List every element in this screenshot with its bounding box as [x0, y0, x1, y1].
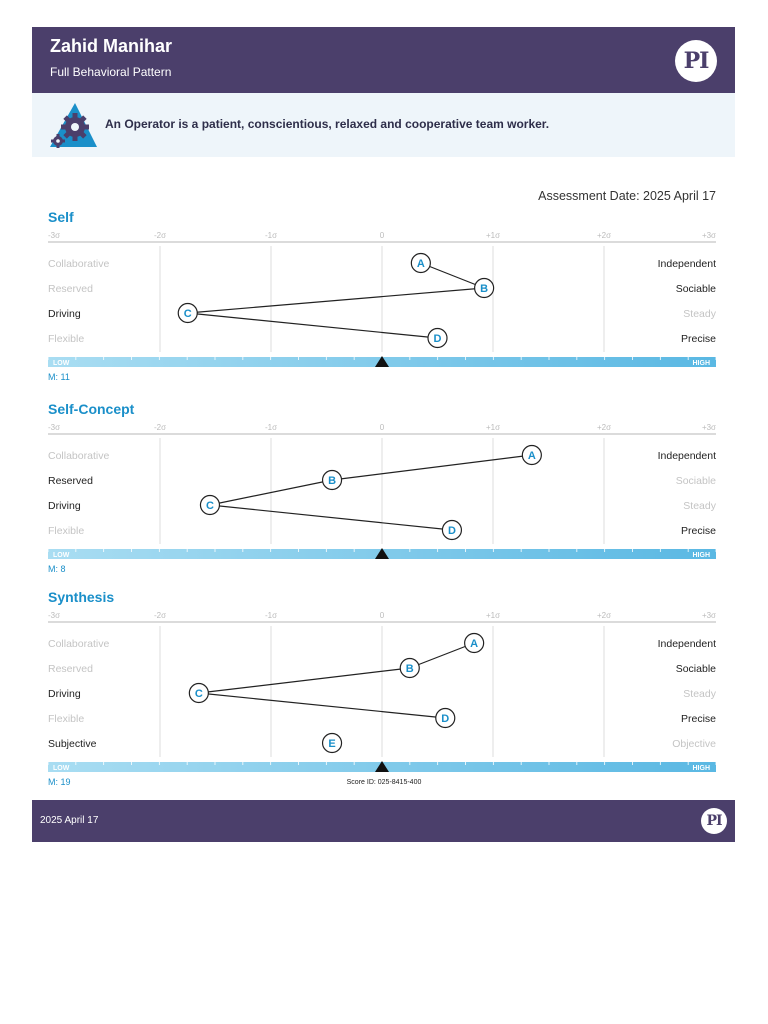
row-label-left: Driving [48, 308, 81, 320]
row-label-left: Flexible [48, 333, 85, 345]
m-score: M: 11 [48, 372, 70, 382]
row-label-right: Precise [680, 525, 716, 537]
factor-marker-d [436, 709, 455, 728]
row-label-right: Sociable [675, 663, 716, 675]
tick-label: -2σ [153, 231, 167, 240]
marker-letter: B [328, 475, 337, 487]
row-label-left: Flexible [48, 525, 85, 537]
scale-bar-low: LOW [53, 360, 70, 367]
tick-label: -1σ [264, 423, 278, 432]
row-label-right: Steady [683, 500, 716, 512]
factor-connector [332, 455, 532, 480]
marker-letter: A [470, 638, 479, 650]
marker-letter: E [328, 738, 336, 750]
tick-label: +2σ [596, 423, 612, 432]
tick-label: +1σ [485, 611, 501, 620]
row-label-right: Precise [680, 713, 716, 725]
tick-label: -1σ [264, 611, 278, 620]
factor-connector [199, 668, 410, 693]
tick-label: -2σ [153, 611, 167, 620]
row-label-left: Reserved [48, 663, 93, 675]
factor-marker-c [189, 684, 208, 703]
chart-title: Synthesis [48, 589, 115, 605]
tick-label: +2σ [596, 231, 612, 240]
row-label-right: Sociable [675, 283, 716, 295]
row-label-left: Flexible [48, 713, 85, 725]
row-label-right: Sociable [675, 475, 716, 487]
marker-letter: D [441, 713, 450, 725]
report-subtitle: Full Behavioral Pattern [50, 65, 172, 79]
footer-date: 2025 April 17 [40, 815, 99, 826]
row-label-right: Steady [683, 308, 716, 320]
tick-label: +3σ [701, 611, 716, 620]
factor-connector [188, 288, 484, 313]
row-label-right: Objective [672, 738, 716, 750]
pi-logo: PI [675, 40, 717, 82]
banner-text: An Operator is a patient, conscientious, relaxed and cooperative team worker. [105, 117, 550, 131]
row-label-left: Reserved [48, 283, 93, 295]
row-label-right: Precise [680, 333, 716, 345]
factor-marker-b [323, 471, 342, 490]
factor-connector [410, 643, 474, 668]
factor-connector [421, 263, 484, 288]
assessment-date: Assessment Date: 2025 April 17 [538, 189, 716, 203]
row-label-left: Reserved [48, 475, 93, 487]
tick-label: 0 [379, 611, 385, 620]
tick-label: 0 [379, 423, 385, 432]
footer-pi-logo: PI [701, 808, 727, 834]
row-label-left: Collaborative [48, 450, 110, 462]
tick-label: +3σ [701, 231, 716, 240]
row-label-left: Driving [48, 688, 81, 700]
marker-letter: A [527, 450, 536, 462]
m-score: M: 8 [48, 564, 66, 574]
factor-connector [210, 505, 452, 530]
scale-bar-high: HIGH [692, 552, 710, 559]
marker-letter: D [433, 333, 442, 345]
row-label-left: Collaborative [48, 258, 110, 270]
report-footer [32, 800, 735, 842]
scale-bar-low: LOW [53, 552, 70, 559]
marker-letter: B [405, 663, 414, 675]
tick-label: -3σ [48, 611, 61, 620]
row-label-right: Independent [657, 638, 716, 650]
tick-label: 0 [379, 231, 385, 240]
factor-marker-b [400, 659, 419, 678]
factor-connector [199, 693, 445, 718]
row-label-right: Steady [683, 688, 716, 700]
factor-marker-a [411, 254, 430, 273]
row-label-left: Subjective [48, 738, 97, 750]
tick-label: +2σ [596, 611, 612, 620]
scale-bar-low: LOW [53, 765, 70, 772]
marker-letter: C [183, 308, 192, 320]
scale-bar-high: HIGH [692, 360, 710, 367]
factor-marker-a [522, 446, 541, 465]
person-name: Zahid Manihar [50, 36, 173, 56]
factor-marker-e [323, 734, 342, 753]
tick-label: +1σ [485, 231, 501, 240]
marker-letter: C [205, 500, 214, 512]
factor-marker-a [465, 634, 484, 653]
chart-self-concept [48, 401, 717, 574]
tick-label: +1σ [485, 423, 501, 432]
factor-marker-c [178, 304, 197, 323]
tick-label: -2σ [153, 423, 167, 432]
tick-label: -3σ [48, 423, 61, 432]
chart-synthesis [48, 589, 717, 787]
marker-letter: C [194, 688, 203, 700]
factor-marker-d [442, 521, 461, 540]
tick-label: +3σ [701, 423, 716, 432]
factor-marker-c [200, 496, 219, 515]
marker-letter: B [480, 283, 489, 295]
row-label-left: Driving [48, 500, 81, 512]
score-id: Score ID: 025-8415-400 [346, 779, 422, 786]
row-label-right: Independent [657, 258, 716, 270]
scale-bar-high: HIGH [692, 765, 710, 772]
row-label-right: Independent [657, 450, 716, 462]
row-label-left: Collaborative [48, 638, 110, 650]
m-score: M: 19 [48, 777, 71, 787]
factor-marker-b [475, 279, 494, 298]
chart-title: Self-Concept [48, 401, 135, 417]
tick-label: -1σ [264, 231, 278, 240]
factor-connector [188, 313, 438, 338]
chart-title: Self [48, 209, 74, 225]
marker-letter: A [416, 258, 425, 270]
marker-letter: D [447, 525, 456, 537]
chart-self [48, 209, 717, 382]
factor-marker-d [428, 329, 447, 348]
tick-label: -3σ [48, 231, 61, 240]
